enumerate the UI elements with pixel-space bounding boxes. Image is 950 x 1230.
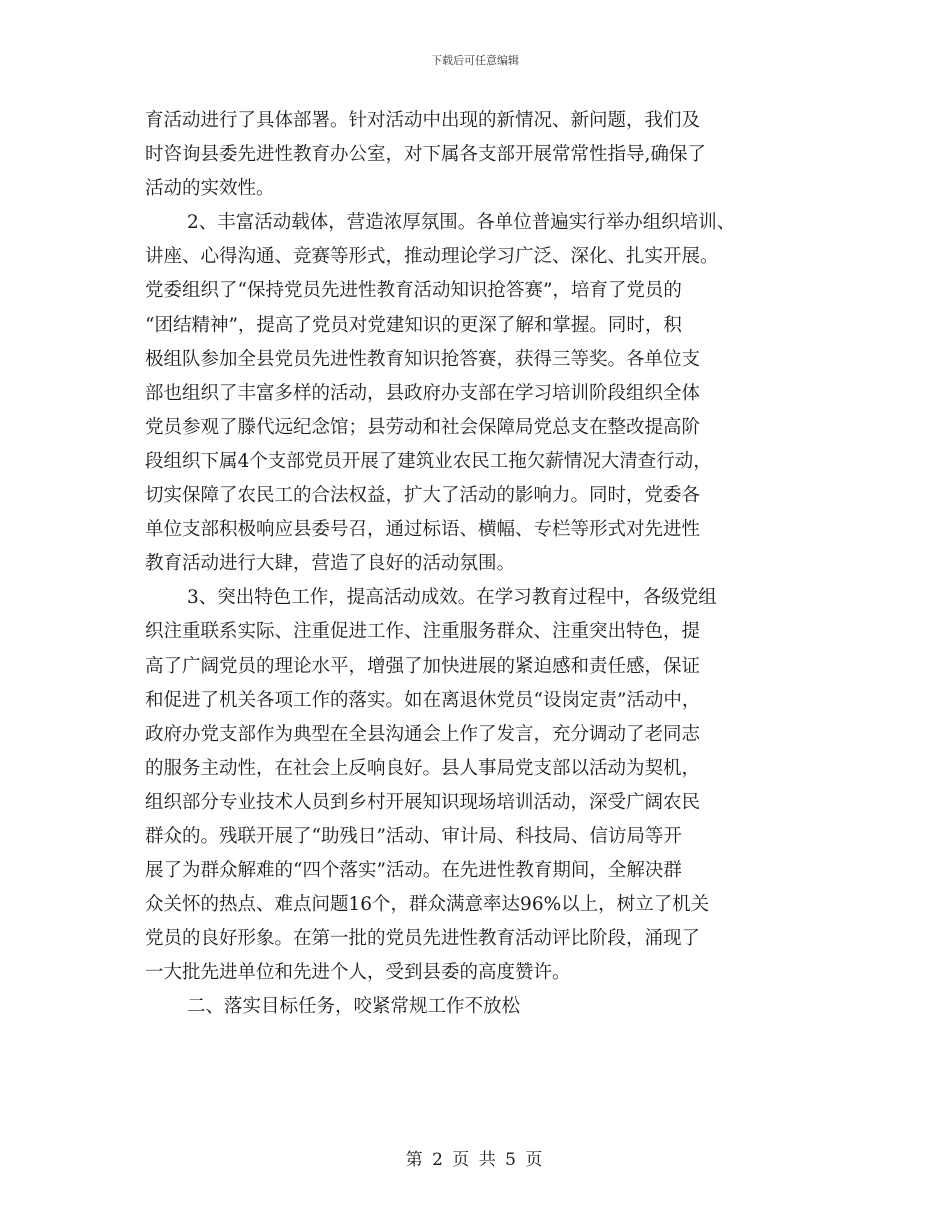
text-line: 二、落实目标任务，咬紧常规工作不放松	[187, 996, 521, 1018]
text-line: “团结精神”，提高了党员对党建知识的更深了解和掌握。同时，积	[145, 314, 682, 336]
text-line: 时咨询县委先进性教育办公室，对下属各支部开展常常性指导,确保了	[145, 144, 706, 166]
page-number-footer: 第 2 页 共 5 页	[405, 1150, 545, 1170]
text-line: 众关怀的热点、难点问题16个，群众满意率达96%以上，树立了机关	[145, 894, 710, 916]
text-line: 组织部分专业技术人员到乡村开展知识现场培训活动，深受广阔农民	[145, 791, 701, 813]
text-line: 展了为群众解难的“四个落实”活动。在先进性教育期间，全解决群	[145, 860, 682, 882]
text-line: 高了广阔党员的理论水平，增强了加快进展的紧迫感和责任感，保证	[145, 655, 701, 677]
text-line: 讲座、心得沟通、竞赛等形式，推动理论学习广泛、深化、扎实开展。	[145, 246, 719, 268]
text-line: 段组织下属4个支部党员开展了建筑业农民工拖欠薪情况大清查行动，	[145, 450, 712, 472]
page-header-note: 下载后可任意编辑	[431, 54, 519, 67]
text-line: 2、丰富活动载体，营造浓厚氛围。各单位普遍实行举办组织培训、	[187, 212, 736, 234]
text-line: 党员的良好形象。在第一批的党员先进性教育活动评比阶段，涌现了	[145, 928, 701, 950]
text-line: 的服务主动性，在社会上反响良好。县人事局党支部以活动为契机，	[145, 757, 701, 779]
text-line: 政府办党支部作为典型在全县沟通会上作了发言，充分调动了老同志	[145, 723, 701, 745]
text-line: 活动的实效性。	[145, 178, 275, 200]
text-line: 群众的。残联开展了“助残日”活动、审计局、科技局、信访局等开	[145, 825, 682, 847]
text-line: 党员参观了滕代远纪念馆；县劳动和社会保障局党总支在整改提高阶	[145, 416, 701, 438]
text-line: 一大批先进单位和先进个人，受到县委的高度赞许。	[145, 962, 571, 984]
text-line: 党委组织了“保持党员先进性教育活动知识抢答赛”，培育了党员的	[145, 280, 682, 302]
text-line: 部也组织了丰富多样的活动，县政府办支部在学习培训阶段组织全体	[145, 382, 701, 404]
text-line: 育活动进行了具体部署。针对活动中出现的新情况、新问题，我们及	[145, 110, 701, 131]
text-line: 和促进了机关各项工作的落实。如在离退休党员“设岗定责”活动中，	[145, 689, 701, 711]
text-line: 教育活动进行大肆，营造了良好的活动氛围。	[145, 553, 516, 575]
text-line: 切实保障了农民工的合法权益，扩大了活动的影响力。同时，党委各	[145, 485, 701, 507]
text-line: 3、突出特色工作，提高活动成效。在学习教育过程中，各级党组	[187, 587, 717, 609]
text-line: 单位支部积极响应县委号召，通过标语、横幅、专栏等形式对先进性	[145, 519, 701, 541]
document-body	[145, 104, 810, 1025]
text-line: 织注重联系实际、注重促进工作、注重服务群众、注重突出特色，提	[145, 621, 701, 643]
text-line: 极组队参加全县党员先进性教育知识抢答赛，获得三等奖。各单位支	[145, 348, 701, 370]
